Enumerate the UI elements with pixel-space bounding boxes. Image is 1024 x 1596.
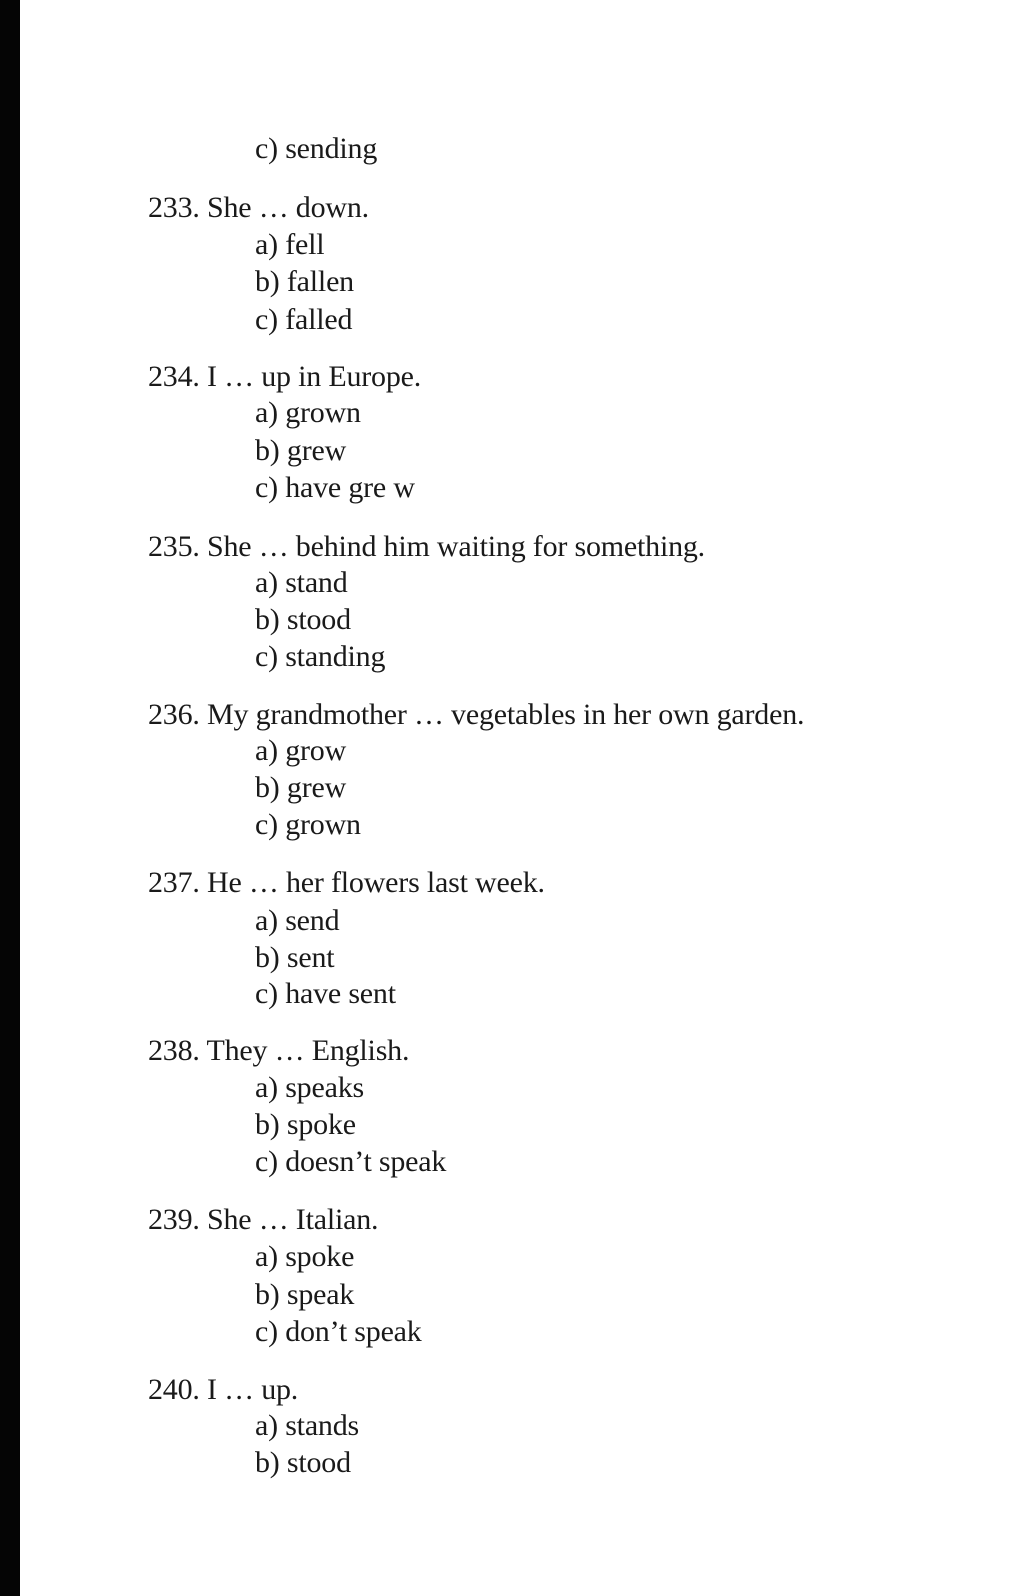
left-edge-bar [0, 0, 20, 1596]
option-233-c: c) falled [255, 303, 353, 336]
option-234-b: b) grew [255, 434, 347, 467]
option-234-a: a) grown [255, 396, 361, 429]
question-236: 236. My grandmother … vegetables in her own garden. [148, 698, 805, 731]
question-237: 237. He … her flowers last week. [148, 866, 545, 899]
question-238: 238. They … English. [148, 1034, 410, 1067]
question-239: 239. She … Italian. [148, 1203, 379, 1236]
option-236-b: b) grew [255, 771, 347, 804]
option-240-a: a) stands [255, 1409, 360, 1442]
question-240: 240. I … up. [148, 1373, 299, 1406]
option-232-c: c) sending [255, 132, 378, 165]
question-235: 235. She … behind him waiting for something. [148, 530, 705, 563]
question-234: 234. I … up in Europe. [148, 360, 422, 393]
option-235-a: a) stand [255, 566, 348, 599]
option-234-c: c) have gre w [255, 471, 415, 504]
document-page [20, 0, 1024, 1596]
option-238-b: b) spoke [255, 1108, 356, 1141]
option-235-c: c) standing [255, 640, 386, 673]
question-233: 233. She … down. [148, 191, 369, 224]
option-233-a: a) fell [255, 228, 325, 261]
option-237-a: a) send [255, 904, 340, 937]
option-239-a: a) spoke [255, 1240, 355, 1273]
option-236-a: a) grow [255, 734, 347, 767]
option-233-b: b) fallen [255, 265, 354, 298]
option-237-b: b) sent [255, 941, 335, 974]
option-240-b: b) stood [255, 1446, 351, 1479]
option-235-b: b) stood [255, 603, 351, 636]
option-236-c: c) grown [255, 808, 361, 841]
option-239-c: c) don’t speak [255, 1315, 422, 1348]
option-238-c: c) doesn’t speak [255, 1145, 447, 1178]
option-237-c: c) have sent [255, 977, 396, 1010]
option-238-a: a) speaks [255, 1071, 364, 1104]
option-239-b: b) speak [255, 1278, 355, 1311]
